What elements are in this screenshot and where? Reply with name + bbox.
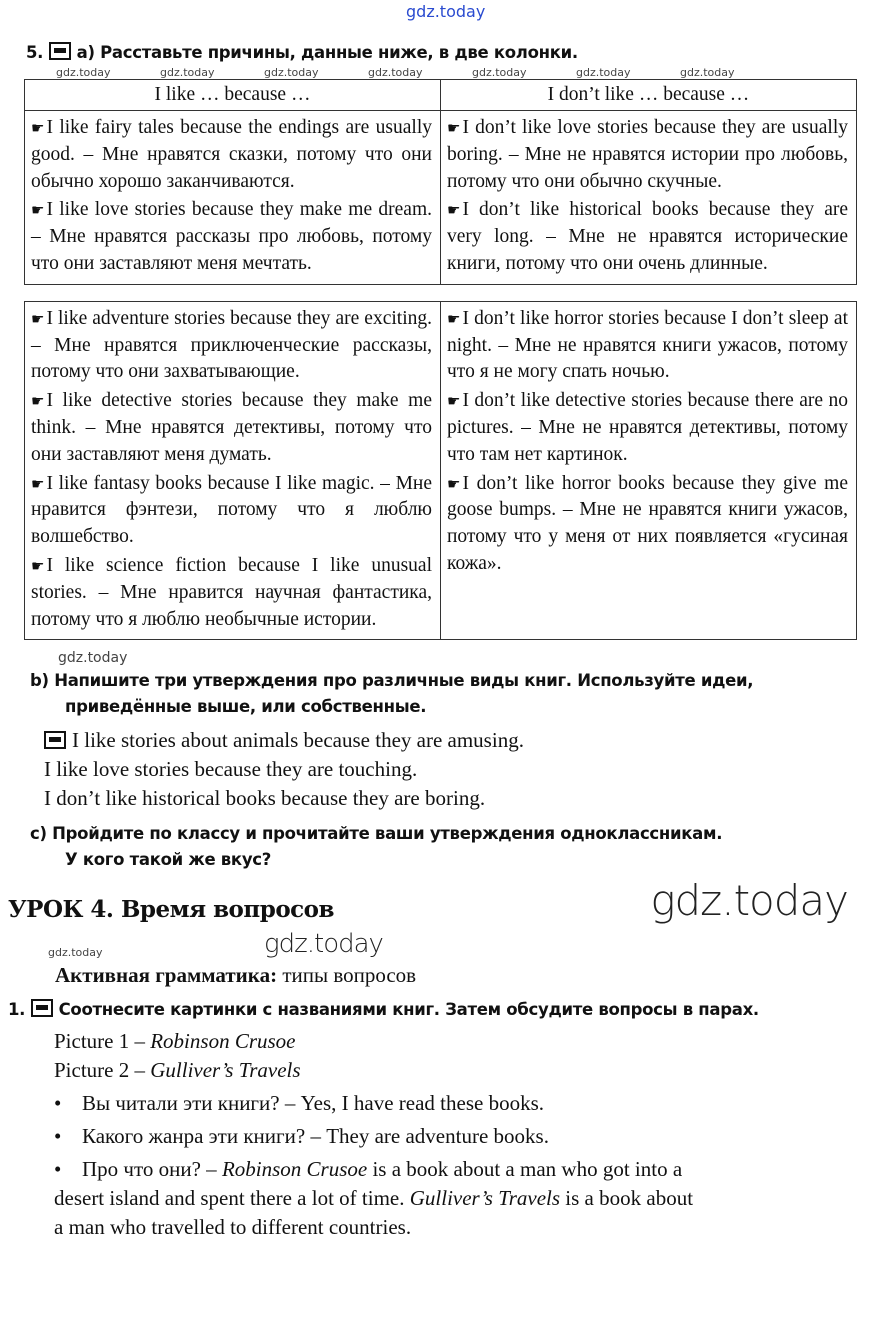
question-item: • Вы читали эти книги? – Yes, I have read these books. <box>54 1089 864 1118</box>
task-b-answers <box>44 726 894 813</box>
column-header-like: I like … because … <box>25 80 441 111</box>
lesson-heading-row <box>8 877 848 925</box>
watermark: gdz.today <box>406 2 486 21</box>
exercise-number: 5. <box>26 43 44 62</box>
watermark: gdz.today <box>368 66 423 79</box>
question-item: • Про что они? – Robinson Crusoe is a book about a man who got into a <box>54 1155 864 1184</box>
pointing-hand-icon: ☛ <box>31 201 45 220</box>
list-item: ☛ I don’t like detective stories because there are no pictures. – Мне не нравятся детективы, потому что там нет картинок. <box>447 390 848 465</box>
column-header-dislike: I don’t like … because … <box>441 80 857 111</box>
list-item: ☛ I like detective stories because they make me think. – Мне нравятся детективы, потому что они заставляют меня думать. <box>31 390 432 465</box>
watermark: gdz.today <box>56 66 111 79</box>
question-item-continued: desert island and spent there a lot of time. Gulliver’s Travels is a book about <box>54 1186 694 1211</box>
exercise-1-title: 1. Соотнесите картинки с названиями книг. Затем обсудите вопросы в парах. <box>8 1000 759 1020</box>
dislike-cell <box>441 301 857 640</box>
picture-2-line: Picture 2 – Gulliver’s Travels <box>54 1058 301 1083</box>
list-item: ☛ I don’t like horror stories because I don’t sleep at night. – Мне не нравятся книги ужасов, потому что я не могу спать ночью. <box>447 307 848 383</box>
answer-line: I don’t like historical books because they are boring. <box>44 786 486 811</box>
pointing-hand-icon: ☛ <box>31 474 45 493</box>
watermark: gdz.today <box>58 650 128 667</box>
watermark: gdz.today <box>472 66 527 79</box>
bullet-icon: • <box>54 1091 62 1116</box>
picture-1-line: Picture 1 – Robinson Crusoe <box>54 1029 296 1054</box>
bullet-icon: • <box>54 1157 62 1182</box>
list-item: ☛ I like fantasy books because I like magic. – Мне нравится фэнтези, потому что я люблю волшебство. <box>31 472 432 548</box>
question-item: • Какого жанра эти книги? – They are adventure books. <box>54 1122 864 1151</box>
task-b-title: b) Напишите три утверждения про различные виды книг. Используйте идеи, приведённые выше, или собственные. <box>30 671 754 717</box>
reasons-table-part-1 <box>24 79 857 285</box>
pointing-hand-icon: ☛ <box>447 309 461 328</box>
pointing-hand-icon: ☛ <box>31 119 45 137</box>
active-grammar: Активная грамматика: типы вопросов <box>55 963 417 988</box>
list-item: ☛ I like love stories because they make me dream. – Мне нравятся рассказы про любовь, потому что они заставляют меня мечтать. <box>31 199 432 274</box>
list-item: ☛ I don’t like historical books because they are very long. – Мне не нравятся исторические книги, потому что они очень длинные. <box>447 199 848 274</box>
list-item: ☛ I don’t like horror books because they give me goose bumps. – Мне не нравятся книги ужасов, потому что у меня от них появляется «гусиная кожа». <box>447 472 848 574</box>
pointing-hand-icon: ☛ <box>447 474 461 493</box>
dislike-cell <box>441 111 857 285</box>
watermark: gdz.today <box>48 946 103 960</box>
reasons-table-part-2 <box>24 301 857 641</box>
watermark: gdz.today <box>264 66 319 79</box>
exercise-1-body <box>54 1027 864 1242</box>
watermark: gdz.today <box>160 66 215 79</box>
watermark: gdz.today <box>264 929 383 960</box>
lesson-title: УРОК 4. Время вопросов <box>8 896 334 924</box>
question-item-continued: a man who travelled to different countries. <box>54 1215 412 1240</box>
book-icon <box>31 999 53 1017</box>
list-item: ☛ I like science fiction because I like unusual stories. – Мне нравится научная фантастика, потому что я люблю необычные истории. <box>31 554 432 630</box>
list-item: ☛ I like adventure stories because they are exciting. – Мне нравятся приключенческие рассказы, потому что они захватывающие. <box>31 307 432 383</box>
answer-line: I like stories about animals because they are amusing. <box>44 726 894 755</box>
exercise-5-title <box>26 40 894 66</box>
like-cell <box>25 111 441 285</box>
task-a-title: a) Расставьте причины, данные ниже, в две колонки. <box>76 43 578 62</box>
pointing-hand-icon: ☛ <box>447 392 461 411</box>
watermark-row <box>48 929 894 959</box>
book-icon <box>49 42 71 60</box>
watermark: gdz.today <box>576 66 631 79</box>
pointing-hand-icon: ☛ <box>447 119 461 137</box>
book-icon <box>44 731 66 749</box>
bullet-icon: • <box>54 1124 62 1149</box>
pointing-hand-icon: ☛ <box>31 392 45 411</box>
watermark-row <box>56 66 894 79</box>
task-c-title: c) Пройдите по классу и прочитайте ваши утверждения одноклассникам. У кого такой же вкус? <box>30 824 723 870</box>
list-item: ☛ I don’t like love stories because they are usually boring. – Мне не нравятся истории про любовь, потому что они обычно скучные. <box>447 117 848 192</box>
pointing-hand-icon: ☛ <box>31 309 45 328</box>
pointing-hand-icon: ☛ <box>31 556 45 575</box>
pointing-hand-icon: ☛ <box>447 201 461 220</box>
watermark: gdz.today <box>650 876 848 926</box>
like-cell <box>25 301 441 640</box>
list-item: ☛ I like fairy tales because the endings are usually good. – Мне нравятся сказки, потому что они обычно хорошо заканчиваются. <box>31 117 432 192</box>
answer-line: I like love stories because they are touching. <box>44 757 418 782</box>
watermark: gdz.today <box>680 66 735 79</box>
